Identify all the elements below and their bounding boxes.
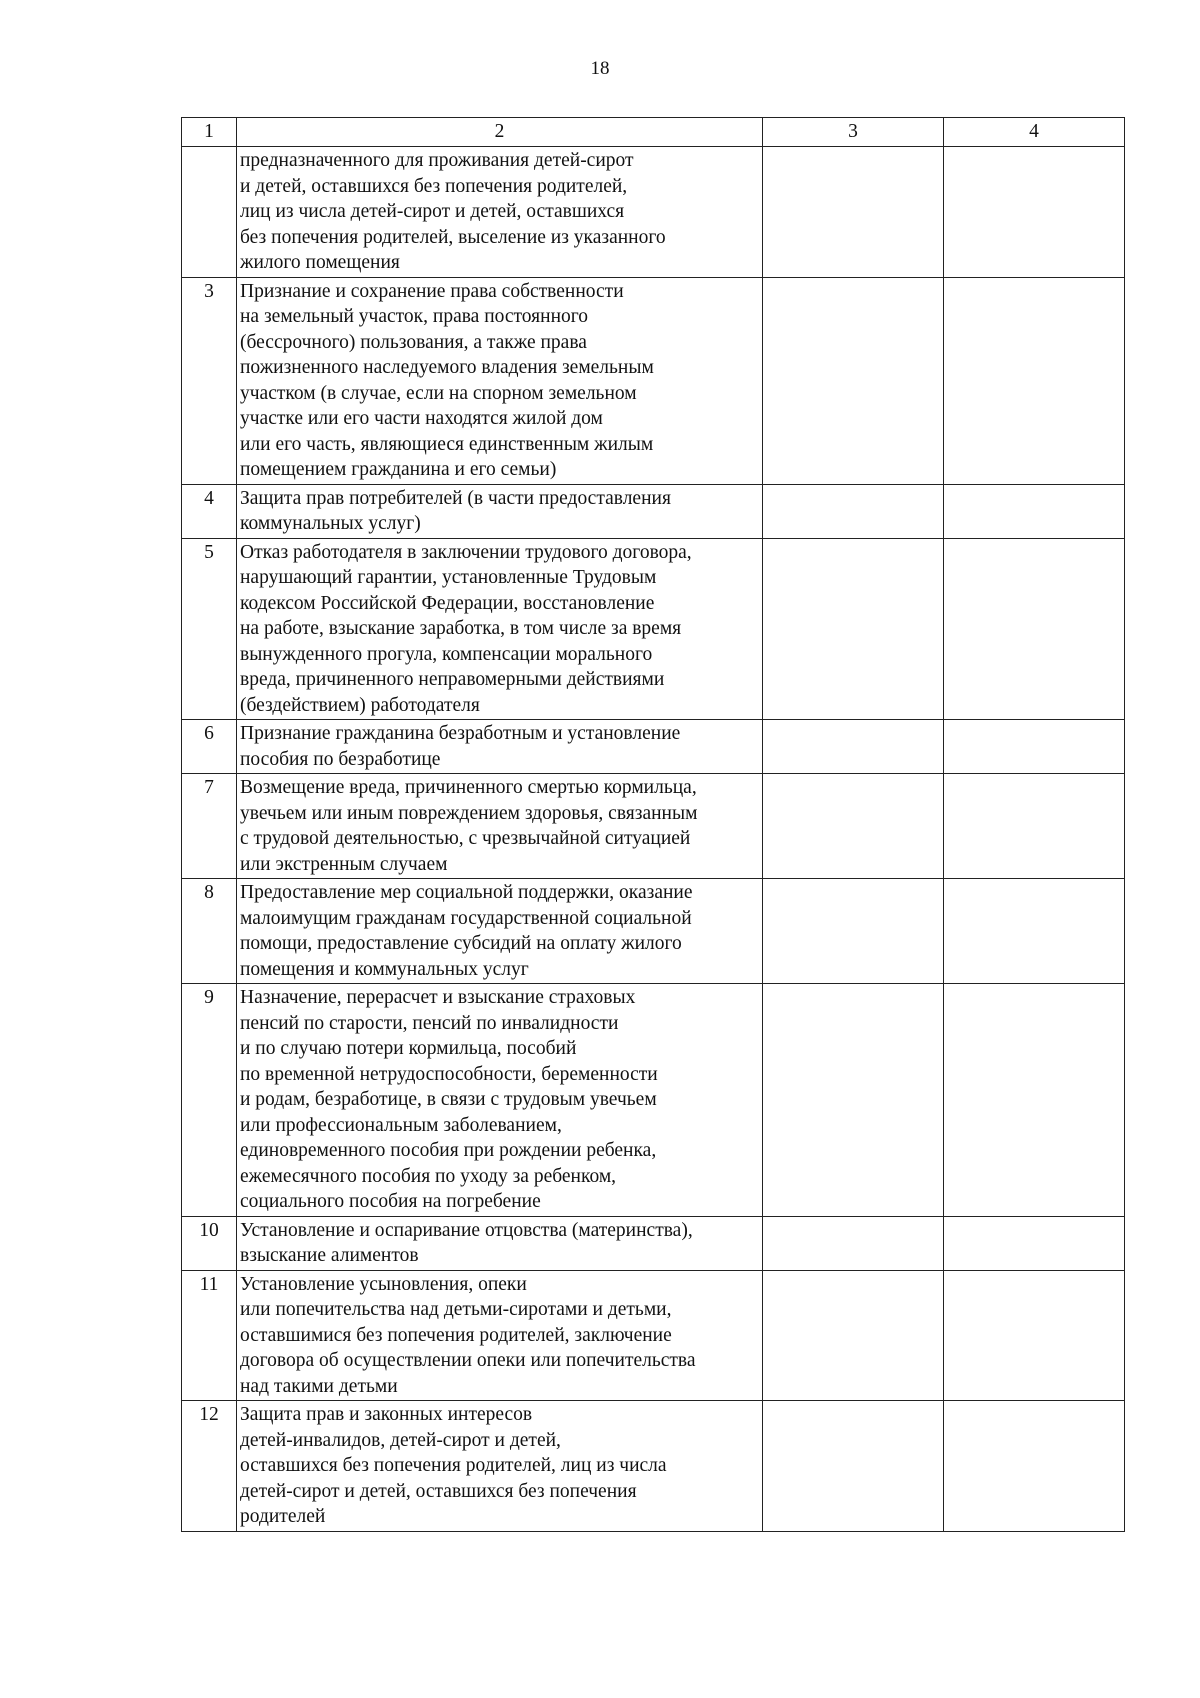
row-cell-col4 (944, 1401, 1125, 1532)
row-number-cell (182, 774, 237, 879)
row-number-cell (182, 984, 237, 1217)
row-cell-col4 (944, 277, 1125, 484)
row-description: Признание и сохранение права собственности на земельный участок, права постоянного (бессрочного) пользования, а также права пожизненного наследуемого владения земельным участком (в случае, если на спорном земельном участке или его части находятся жилой дом или его часть, являющиеся единственным жилым помещением гражданина и его семьи) (237, 277, 763, 484)
row-number: 4 (204, 487, 214, 509)
row-cell-col4 (944, 1270, 1125, 1401)
row-number-cell (182, 538, 237, 720)
column-header-1: 1 (182, 118, 237, 147)
row-description: Установление и оспаривание отцовства (материнства), взыскание алиментов (237, 1216, 763, 1270)
row-number (182, 147, 236, 148)
table-row (182, 277, 1125, 484)
row-number-cell (182, 720, 237, 774)
row-cell-col4 (944, 879, 1125, 984)
page-number: 18 (590, 58, 610, 79)
row-description: Назначение, перерасчет и взыскание страховых пенсий по старости, пенсий по инвалидности и по случаю потери кормильца, пособий по временной нетрудоспособности, беременности и родам, безработице, в связи с трудовым увечьем или профессиональным заболеванием, единовременного пособия при рождении ребенка, ежемесячного пособия по уходу за ребенком, социального пособия на погребение (237, 984, 763, 1217)
table-row (182, 1270, 1125, 1401)
table-row (182, 538, 1125, 720)
row-cell-col3 (763, 984, 944, 1217)
column-header-2: 2 (237, 118, 763, 147)
row-number: 5 (204, 541, 214, 563)
row-cell-col4 (944, 538, 1125, 720)
row-number: 10 (199, 1219, 219, 1241)
table-row (182, 720, 1125, 774)
row-cell-col3 (763, 484, 944, 538)
row-number: 3 (204, 280, 214, 302)
column-header-3: 3 (763, 118, 944, 147)
table-row (182, 1216, 1125, 1270)
row-number: 7 (204, 777, 214, 798)
row-number-cell (182, 1216, 237, 1270)
row-number: 9 (204, 987, 214, 1008)
row-description: Защита прав потребителей (в части предоставления коммунальных услуг) (237, 484, 763, 538)
row-number-cell (182, 1270, 237, 1401)
row-cell-col3 (763, 1270, 944, 1401)
row-description: Предоставление мер социальной поддержки, оказание малоимущим гражданам государственной социальной помощи, предоставление субсидий на оплату жилого помещения и коммунальных услуг (237, 879, 763, 984)
document-table (181, 117, 1125, 1532)
row-description: Возмещение вреда, причиненного смертью кормильца, увечьем или иным повреждением здоровья, связанным с трудовой деятельностью, с чрезвычайной ситуацией или экстренным случаем (237, 774, 763, 879)
row-cell-col4 (944, 720, 1125, 774)
row-number-cell (182, 484, 237, 538)
row-number: 12 (199, 1404, 219, 1425)
row-description: Отказ работодателя в заключении трудового договора, нарушающий гарантии, установленные Трудовым кодексом Российской Федерации, восстановление на работе, взыскание заработка, в том числе за время вынужденного прогула, компенсации морального вреда, причиненного неправомерными действиями (бездействием) работодателя (237, 538, 763, 720)
row-description: предназначенного для проживания детей-сирот и детей, оставшихся без попечения родителей, лиц из числа детей-сирот и детей, оставшихся без попечения родителей, выселение из указанного жилого помещения (237, 147, 763, 278)
row-number: 6 (204, 723, 214, 744)
row-cell-col3 (763, 1401, 944, 1532)
row-number: 11 (199, 1273, 219, 1295)
row-number-cell (182, 277, 237, 484)
row-cell-col3 (763, 879, 944, 984)
table-body (182, 118, 1125, 1532)
column-header-4: 4 (944, 118, 1125, 147)
table-row (182, 879, 1125, 984)
row-cell-col3 (763, 147, 944, 278)
table-row (182, 774, 1125, 879)
row-cell-col4 (944, 1216, 1125, 1270)
row-cell-col3 (763, 774, 944, 879)
row-cell-col4 (944, 147, 1125, 278)
row-cell-col3 (763, 538, 944, 720)
row-number: 8 (204, 882, 214, 903)
row-description: Защита прав и законных интересов детей-инвалидов, детей-сирот и детей, оставшихся без попечения родителей, лиц из числа детей-сирот и детей, оставшихся без попечения родителей (237, 1401, 763, 1532)
table-row (182, 147, 1125, 278)
table-header-row (182, 118, 1125, 147)
table-row (182, 984, 1125, 1217)
row-cell-col3 (763, 1216, 944, 1270)
row-cell-col4 (944, 984, 1125, 1217)
row-cell-col3 (763, 277, 944, 484)
row-number-cell (182, 1401, 237, 1532)
row-cell-col4 (944, 774, 1125, 879)
row-number-cell (182, 147, 237, 278)
table-row (182, 484, 1125, 538)
table-row (182, 1401, 1125, 1532)
row-description: Признание гражданина безработным и установление пособия по безработице (237, 720, 763, 774)
row-cell-col3 (763, 720, 944, 774)
row-number-cell (182, 879, 237, 984)
row-cell-col4 (944, 484, 1125, 538)
row-description: Установление усыновления, опеки или попечительства над детьми-сиротами и детьми, оставшимися без попечения родителей, заключение договора об осуществлении опеки или попечительства над такими детьми (237, 1270, 763, 1401)
